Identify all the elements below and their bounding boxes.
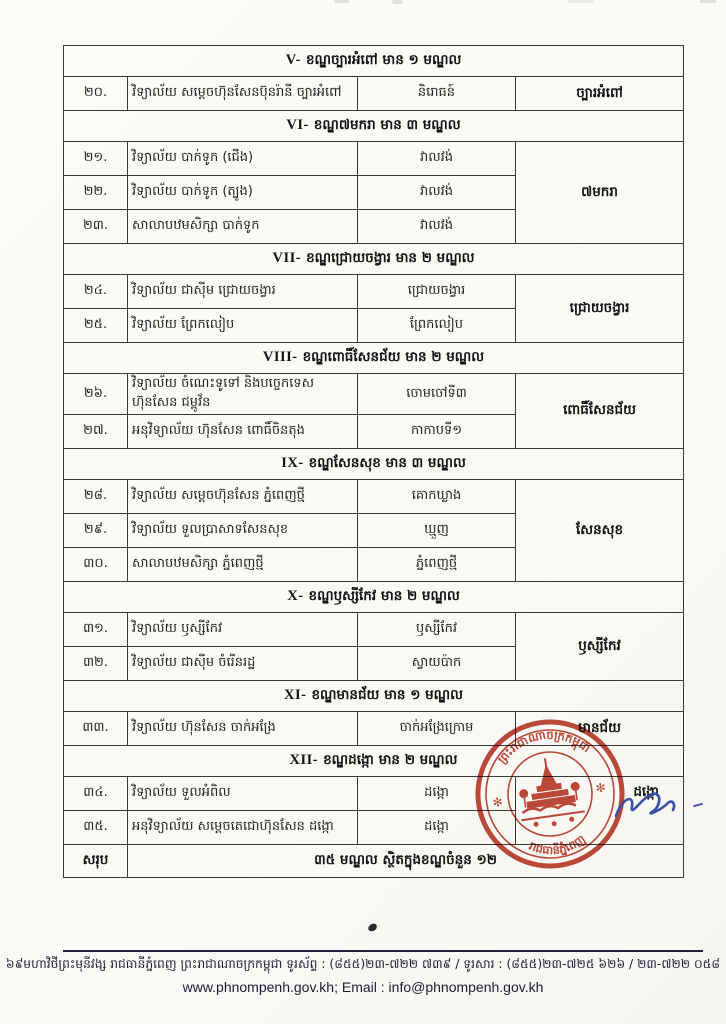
footer-divider <box>63 950 703 952</box>
row-number-cell: ២៥. <box>64 309 128 343</box>
section-header-cell <box>64 46 684 77</box>
school-name-cell: វិទ្យាល័យ ទួលប្រាសាទសែនសុខ <box>128 514 358 548</box>
section-header-cell <box>64 111 684 142</box>
khan-name-cell: ឫស្សីកែវ <box>516 613 684 681</box>
section-header-row-X <box>64 582 684 613</box>
exam-center-cell: ដង្កោ <box>358 777 516 811</box>
exam-center-cell: ភ្នំពេញថ្មី <box>358 548 516 582</box>
row-number-cell: ២៩. <box>64 514 128 548</box>
khan-name-cell: ជ្រោយចង្វារ <box>516 275 684 343</box>
scan-artifact <box>392 0 403 4</box>
section-roman-numeral: VI- <box>286 117 309 133</box>
school-row <box>64 480 684 514</box>
section-roman-numeral: XII- <box>289 752 319 768</box>
school-name-cell: វិទ្យាល័យ ចំណេះទូទៅ និងបច្ចេកទេស ហ៊ុនសែន ជម្ពូវ័ន <box>128 374 358 415</box>
stamp-temple-emblem <box>513 754 586 830</box>
row-number-cell: ២៧. <box>64 415 128 449</box>
signature-ink <box>606 780 716 832</box>
letterhead-footer <box>0 950 726 995</box>
stamp-bottom-text-path: រាជធានីភ្នំពេញ <box>526 831 589 858</box>
scan-artifact <box>700 0 716 3</box>
school-row <box>64 374 684 415</box>
row-number-cell: ៣០. <box>64 548 128 582</box>
school-row <box>64 613 684 647</box>
exam-center-cell: វាលវង់ <box>358 176 516 210</box>
section-title: ខណ្ឌដង្កោ មាន ២ មណ្ឌល <box>323 752 458 768</box>
section-header-row-V <box>64 46 684 77</box>
row-number-cell: ២០. <box>64 77 128 111</box>
row-number-cell: ៣១. <box>64 613 128 647</box>
school-name-cell: វិទ្យាល័យ បាក់ទូក (ជើង) <box>128 142 358 176</box>
exam-center-cell: ដង្កោ <box>358 811 516 845</box>
school-name-cell: សាលាបឋមសិក្សា បាក់ទូក <box>128 210 358 244</box>
section-title: ខណ្ឌ៧មករា មាន ៣ មណ្ឌល <box>313 117 461 133</box>
school-name-cell: វិទ្យាល័យ ហ៊ុនសែន ចាក់អង្រែ <box>128 712 358 746</box>
school-name-cell: វិទ្យាល័យ ឫស្សីកែវ <box>128 613 358 647</box>
row-number-cell: ២៦. <box>64 374 128 415</box>
exam-center-cell: ព្រែកលៀប <box>358 309 516 343</box>
khan-name-cell: សែនសុខ <box>516 480 684 582</box>
stamp-star-right: ✻ <box>594 780 607 796</box>
section-header-cell <box>64 582 684 613</box>
school-name-cell: សាលាបឋមសិក្សា ភ្នំពេញថ្មី <box>128 548 358 582</box>
stamp-star-left: ✻ <box>491 794 504 810</box>
section-title: ខណ្ឌពោធិ៍សែនជ័យ មាន ២ មណ្ឌល <box>302 349 485 365</box>
section-header-row-VIII <box>64 343 684 374</box>
exam-center-cell: ចោមចៅទី៣ <box>358 374 516 415</box>
total-value-cell: ៣៥ មណ្ឌល ស្ថិតក្នុងខណ្ឌចំនួន ១២ <box>128 845 684 878</box>
section-roman-numeral: VIII- <box>262 349 298 365</box>
exam-center-cell: គោកឃ្លាង <box>358 480 516 514</box>
exam-center-cell: និរោធន៍ <box>358 77 516 111</box>
section-roman-numeral: X- <box>287 588 304 604</box>
school-row <box>64 77 684 111</box>
exam-center-cell: ស្វាយប៉ាក <box>358 647 516 681</box>
exam-center-cell: កាកាបទី១ <box>358 415 516 449</box>
school-name-cell: វិទ្យាល័យ ជាស៊ីម ជ្រោយចង្វារ <box>128 275 358 309</box>
section-title: ខណ្ឌច្បារអំពៅ មាន ១ មណ្ឌល <box>305 52 462 68</box>
section-roman-numeral: V- <box>285 52 301 68</box>
khan-name-cell: ដង្កោ <box>516 777 684 845</box>
section-header-row-IX <box>64 449 684 480</box>
scan-artifact <box>568 0 594 3</box>
scan-artifact <box>334 0 349 3</box>
total-label-cell: សរុប <box>64 845 128 878</box>
exam-center-cell: ជ្រោយចង្វារ <box>358 275 516 309</box>
section-header-cell <box>64 449 684 480</box>
exam-center-cell: វាលវង់ <box>358 142 516 176</box>
row-number-cell: ៣៥. <box>64 811 128 845</box>
exam-center-cell: ឫស្សីកែវ <box>358 613 516 647</box>
section-roman-numeral: VII- <box>272 250 302 266</box>
row-number-cell: ២១. <box>64 142 128 176</box>
exam-center-cell: វាលវង់ <box>358 210 516 244</box>
exam-center-cell: ចាក់អង្រែក្រោម <box>358 712 516 746</box>
khan-name-cell: ពោធិ៍សែនជ័យ <box>516 374 684 449</box>
row-number-cell: ២២. <box>64 176 128 210</box>
row-number-cell: ២៣. <box>64 210 128 244</box>
section-title: ខណ្ឌជ្រោយចង្វារ មាន ២ មណ្ឌល <box>306 250 475 266</box>
row-number-cell: ២៤. <box>64 275 128 309</box>
school-name-cell: វិទ្យាល័យ ជាស៊ីម ចំរើនរដ្ឋ <box>128 647 358 681</box>
row-number-cell: ៣៣. <box>64 712 128 746</box>
row-number-cell: ៣២. <box>64 647 128 681</box>
section-header-cell <box>64 343 684 374</box>
section-title: ខណ្ឌមានជ័យ មាន ១ មណ្ឌល <box>311 687 464 703</box>
school-name-cell: វិទ្យាល័យ សម្តេចហ៊ុនសែន ភ្នំពេញថ្មី <box>128 480 358 514</box>
section-title: ខណ្ឌសែនសុខ មាន ៣ មណ្ឌល <box>308 455 466 471</box>
section-roman-numeral: IX- <box>281 455 304 471</box>
school-row <box>64 275 684 309</box>
school-name-cell: អនុវិទ្យាល័យ ហ៊ុនសែន ពោធិ៍ចិនតុង <box>128 415 358 449</box>
khan-name-cell: ៧មករា <box>516 142 684 244</box>
khan-name-cell: ច្បារអំពៅ <box>516 77 684 111</box>
stamp-top-text-path: ព្រះរាជាណាចក្រកម្ពុជា <box>494 727 594 767</box>
section-roman-numeral: XI- <box>284 687 307 703</box>
footer-web-email: www.phnompenh.gov.kh; Email : info@phnompenh.gov.kh <box>182 979 544 995</box>
khan-name-cell: មានជ័យ <box>516 712 684 746</box>
ink-dot-mark <box>367 923 378 933</box>
section-header-row-VII <box>64 244 684 275</box>
footer-address-phone: ៦៩មហាវិថីព្រះមុនីវង្ស រាជធានីភ្នំពេញ ព្រះរាជាណាចក្រកម្ពុជា ទូរស័ព្ទ : (៨៥៥)២៣-៧២២ ៧៣៩ / ទូរសារ : (៨៥៥)២៣-៧២៥ ៦២៦ / ២៣-៧២២ ០៥៨ <box>5 957 721 971</box>
section-header-row-VI <box>64 111 684 142</box>
school-name-cell: អនុវិទ្យាល័យ សម្តេចតេជោហ៊ុនសែន ដង្កោ <box>128 811 358 845</box>
section-header-cell <box>64 244 684 275</box>
row-number-cell: ៣៤. <box>64 777 128 811</box>
section-title: ខណ្ឌឫស្សីកែវ មាន ២ មណ្ឌល <box>308 588 460 604</box>
school-name-cell: វិទ្យាល័យ ព្រែកលៀប <box>128 309 358 343</box>
school-name-cell: វិទ្យាល័យ បាក់ទូក (ត្បូង) <box>128 176 358 210</box>
school-name-cell: វិទ្យាល័យ ទួលអំពិល <box>128 777 358 811</box>
row-number-cell: ២៨. <box>64 480 128 514</box>
exam-center-cell: ឃ្មួញ <box>358 514 516 548</box>
school-name-cell: វិទ្យាល័យ សម្តេចហ៊ុនសែនប៊ុនរ៉ានី ច្បារអំពៅ <box>128 77 358 111</box>
school-row <box>64 142 684 176</box>
